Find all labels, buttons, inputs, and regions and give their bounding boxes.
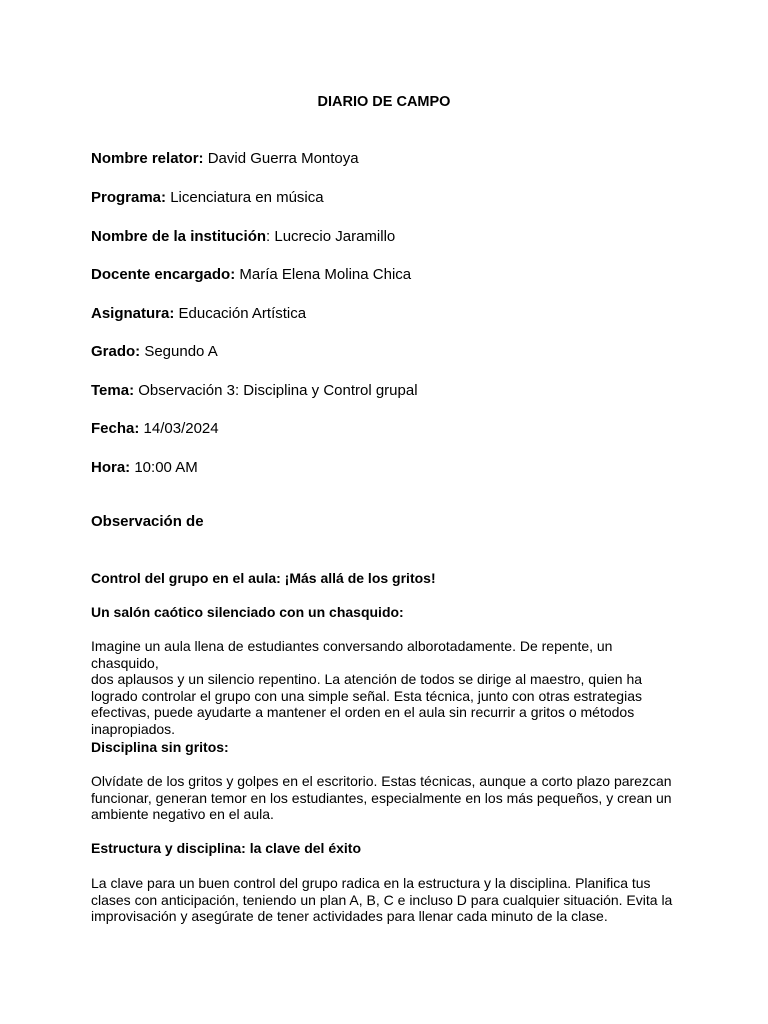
field-label: Programa: [91,189,167,206]
section-paragraph [91,638,681,738]
field-hora [91,459,198,476]
paragraph-line: Imagine un aula llena de estudiantes conversando alborotadamente. De repente, un chasquido, [91,638,613,671]
paragraph-line: dos aplausos y un silencio repentino. La atención de todos se dirige al maestro, quien ha [91,671,643,688]
field-institucion [91,228,395,245]
field-value: : Lucrecio Jaramillo [266,228,396,245]
section-title: Control del grupo en el aula: ¡Más allá de los gritos! [91,570,436,586]
field-label: Nombre de la institución [91,228,267,245]
field-docente [91,266,411,283]
field-label: Fecha: [91,420,140,437]
field-value: 14/03/2024 [139,420,219,437]
field-tema [91,382,418,399]
section-heading: Estructura y disciplina: la clave del éxito [91,840,361,856]
section-paragraph [91,875,681,925]
field-value: Segundo A [140,343,218,360]
field-label: Grado: [91,343,141,360]
field-value: David Guerra Montoya [203,150,359,167]
section-heading: Un salón caótico silenciado con un chasquido: [91,604,404,620]
field-asignatura [91,305,306,322]
field-label: Hora: [91,459,131,476]
section-paragraph [91,773,681,823]
paragraph-line: logrado controlar el grupo con una simple señal. Esta técnica, junto con otras estrategias [91,687,642,704]
paragraph-line: clases con anticipación, teniendo un plan A, B, C e incluso D para cualquier situación. Evita la [91,891,673,908]
field-programa [91,189,324,206]
section-heading: Disciplina sin gritos: [91,739,229,755]
field-label: Asignatura: [91,305,175,322]
field-label: Nombre relator: [91,150,204,167]
field-value: 10:00 AM [130,459,198,476]
field-label: Docente encargado: [91,266,236,283]
paragraph-line: ambiente negativo en el aula. [91,806,274,823]
field-value: María Elena Molina Chica [235,266,412,283]
field-value: Licenciatura en música [166,189,324,206]
field-grado [91,343,218,360]
field-label: Tema: [91,382,135,399]
document-title: DIARIO DE CAMPO [317,94,451,110]
paragraph-line: La clave para un buen control del grupo radica en la estructura y la disciplina. Planifica tus [91,875,651,891]
paragraph-line: inapropiados. [91,720,176,737]
paragraph-line: efectivas, puede ayudarte a mantener el orden en el aula sin recurrir a gritos o métodos [91,704,635,721]
paragraph-line: funcionar, generan temor en los estudiantes, especialmente en los más pequeños, y crean un [91,789,672,806]
field-nombre-relator [91,150,359,167]
field-fecha [91,420,219,437]
field-value: Educación Artística [174,305,307,322]
paragraph-line: improvisación y asegúrate de tener actividades para llenar cada minuto de la clase. [91,908,608,925]
paragraph-line: Olvídate de los gritos y golpes en el escritorio. Estas técnicas, aunque a corto plazo parezcan [91,773,672,789]
field-value: Observación 3: Disciplina y Control grupal [134,382,418,399]
observation-heading: Observación de [91,513,204,530]
